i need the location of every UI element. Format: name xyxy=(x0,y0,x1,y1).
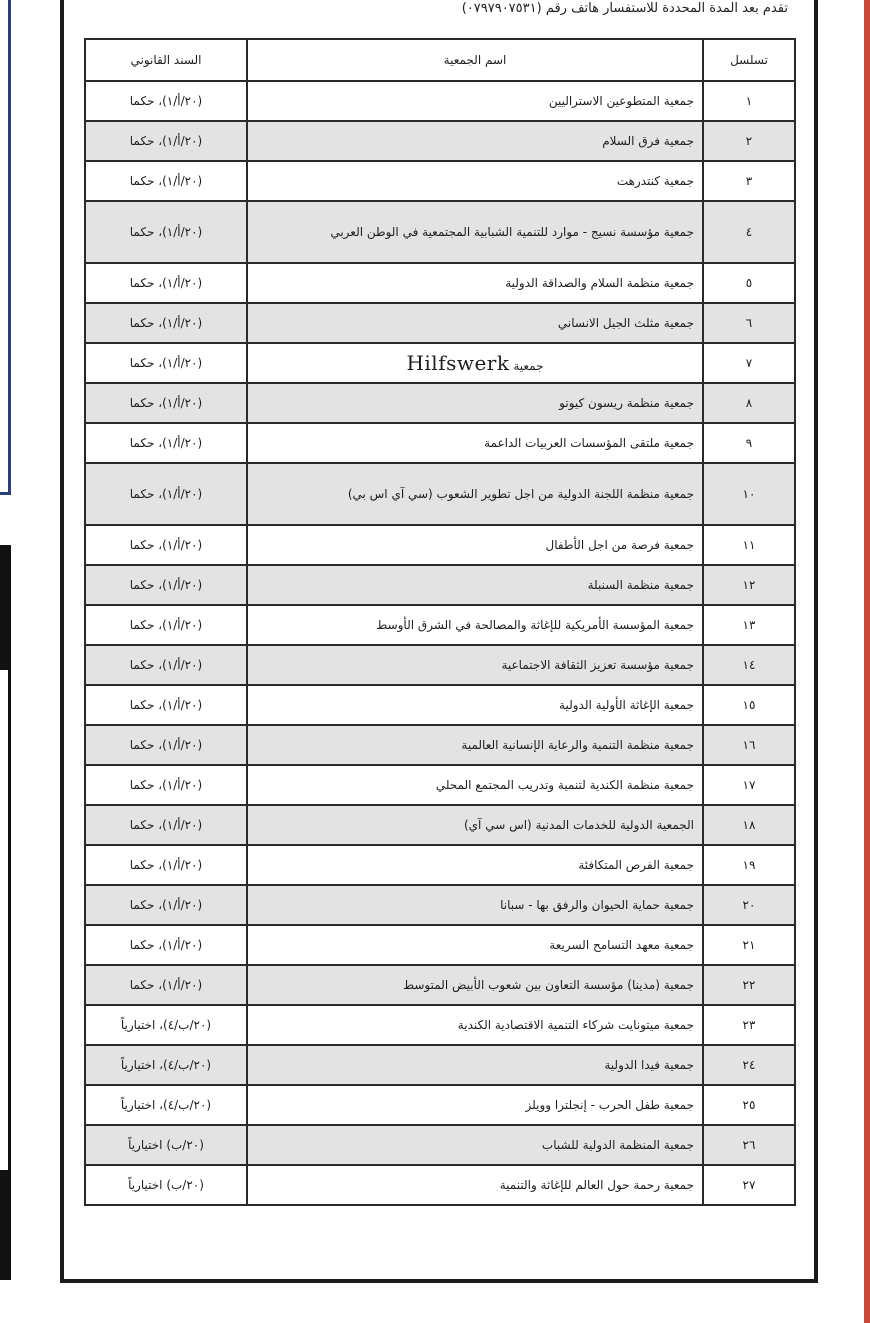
row-name: جمعية مؤسسة نسيج - موارد للتنمية الشبابية المجتمعية في الوطن العربي xyxy=(247,201,703,263)
row-name: الجمعية الدولية للخدمات المدنية (اس سي آي) xyxy=(247,805,703,845)
row-name-arabic: جمعية xyxy=(513,359,544,373)
table-row xyxy=(85,965,795,1005)
row-legal: (٢٠/ب/٤)، اختيارياً xyxy=(85,1005,247,1045)
row-legal: (٢٠/أ/١)، حكما xyxy=(85,383,247,423)
row-seq: ١٢ xyxy=(703,565,795,605)
row-legal: (٢٠/أ/١)، حكما xyxy=(85,845,247,885)
table-row xyxy=(85,423,795,463)
row-name-latin: Hilfswerk xyxy=(406,351,510,375)
row-legal: (٢٠/ب/٤)، اختيارياً xyxy=(85,1085,247,1125)
row-legal: (٢٠/أ/١)، حكما xyxy=(85,423,247,463)
row-legal: (٢٠/أ/١)، حكما xyxy=(85,965,247,1005)
table-row xyxy=(85,201,795,263)
table-row xyxy=(85,1125,795,1165)
row-name: جمعية فيدا الدولية xyxy=(247,1045,703,1085)
row-legal: (٢٠/أ/١)، حكما xyxy=(85,525,247,565)
header-legal: السند القانوني xyxy=(85,39,247,81)
row-legal: (٢٠/أ/١)، حكما xyxy=(85,725,247,765)
table-row xyxy=(85,605,795,645)
table-row xyxy=(85,765,795,805)
row-seq: ١٩ xyxy=(703,845,795,885)
row-seq: ٢٦ xyxy=(703,1125,795,1165)
row-seq: ٢١ xyxy=(703,925,795,965)
row-name: جمعية معهد التسامح السريعة xyxy=(247,925,703,965)
table-row xyxy=(85,885,795,925)
table-row xyxy=(85,383,795,423)
row-legal: (٢٠/أ/١)، حكما xyxy=(85,161,247,201)
row-seq: ٥ xyxy=(703,263,795,303)
row-legal: (٢٠/أ/١)، حكما xyxy=(85,645,247,685)
table-row xyxy=(85,725,795,765)
row-seq: ٧ xyxy=(703,343,795,383)
row-legal: (٢٠/أ/١)، حكما xyxy=(85,303,247,343)
row-name: جمعية الفرص المتكافئة xyxy=(247,845,703,885)
row-seq: ٢٠ xyxy=(703,885,795,925)
row-name: جمعية حماية الحيوان والرفق بها - سبانا xyxy=(247,885,703,925)
row-legal: (٢٠/أ/١)، حكما xyxy=(85,765,247,805)
row-legal: (٢٠/ب) اختيارياً xyxy=(85,1165,247,1205)
row-seq: ٢٧ xyxy=(703,1165,795,1205)
row-seq: ١٨ xyxy=(703,805,795,845)
row-seq: ٨ xyxy=(703,383,795,423)
row-name: جمعية (مدينا) مؤسسة التعاون بين شعوب الأبيض المتوسط xyxy=(247,965,703,1005)
table-row xyxy=(85,525,795,565)
table-row xyxy=(85,685,795,725)
row-name xyxy=(247,343,703,383)
row-seq: ١٠ xyxy=(703,463,795,525)
row-name: جمعية منظمة اللجنة الدولية من اجل تطوير الشعوب (سي آي اس بي) xyxy=(247,463,703,525)
row-name: جمعية ملتقى المؤسسات العربيات الداعمة xyxy=(247,423,703,463)
row-legal: (٢٠/أ/١)، حكما xyxy=(85,463,247,525)
left-white-gap xyxy=(0,670,8,1170)
table-row xyxy=(85,343,795,383)
inquiry-note: تقدم بعد المدة المحددة للاستفسار هاتف رقم (٠٧٩٧٩٠٧٥٣١) xyxy=(461,1,788,16)
left-blue-border-bottom xyxy=(0,486,11,495)
row-name: جمعية منظمة ريسون كيوتو xyxy=(247,383,703,423)
row-name: جمعية ميتونايت شركاء التنمية الاقتصادية الكندية xyxy=(247,1005,703,1045)
row-seq: ٢٥ xyxy=(703,1085,795,1125)
row-name: جمعية المنظمة الدولية للشباب xyxy=(247,1125,703,1165)
table-row xyxy=(85,263,795,303)
left-blue-border xyxy=(0,0,11,495)
table-row xyxy=(85,161,795,201)
table-row xyxy=(85,81,795,121)
row-name: جمعية منظمة الكندية لتنمية وتدريب المجتمع المحلي xyxy=(247,765,703,805)
row-seq: ١١ xyxy=(703,525,795,565)
row-name: جمعية منظمة السلام والصداقة الدولية xyxy=(247,263,703,303)
row-legal: (٢٠/أ/١)، حكما xyxy=(85,81,247,121)
row-seq: ٦ xyxy=(703,303,795,343)
row-name: جمعية مثلث الجيل الانساني xyxy=(247,303,703,343)
associations-table xyxy=(84,38,796,1206)
row-legal: (٢٠/أ/١)، حكما xyxy=(85,805,247,845)
row-legal: (٢٠/ب) اختيارياً xyxy=(85,1125,247,1165)
table-header-row xyxy=(85,39,795,81)
header-seq: تسلسل xyxy=(703,39,795,81)
row-legal: (٢٠/أ/١)، حكما xyxy=(85,263,247,303)
row-legal: (٢٠/أ/١)، حكما xyxy=(85,121,247,161)
row-seq: ٤ xyxy=(703,201,795,263)
row-legal: (٢٠/أ/١)، حكما xyxy=(85,343,247,383)
header-name: اسم الجمعية xyxy=(247,39,703,81)
row-seq: ١٦ xyxy=(703,725,795,765)
row-seq: ١٣ xyxy=(703,605,795,645)
row-seq: ٣ xyxy=(703,161,795,201)
row-legal: (٢٠/أ/١)، حكما xyxy=(85,885,247,925)
row-seq: ٢٢ xyxy=(703,965,795,1005)
row-legal: (٢٠/أ/١)، حكما xyxy=(85,605,247,645)
table-row xyxy=(85,1085,795,1125)
row-seq: ٩ xyxy=(703,423,795,463)
row-name: جمعية طفل الحرب - إنجلترا وويلز xyxy=(247,1085,703,1125)
row-seq: ٢٣ xyxy=(703,1005,795,1045)
table-row xyxy=(85,845,795,885)
row-name: جمعية فرق السلام xyxy=(247,121,703,161)
row-name: جمعية المتطوعين الاستراليين xyxy=(247,81,703,121)
table-row xyxy=(85,1005,795,1045)
row-name: جمعية منظمة السنبلة xyxy=(247,565,703,605)
row-seq: ١٥ xyxy=(703,685,795,725)
table-row xyxy=(85,805,795,845)
table-row xyxy=(85,463,795,525)
table-row xyxy=(85,925,795,965)
row-name: جمعية كنتدرهت xyxy=(247,161,703,201)
row-seq: ٢ xyxy=(703,121,795,161)
table-row xyxy=(85,303,795,343)
row-seq: ١ xyxy=(703,81,795,121)
row-name: جمعية الإغاثة الأولية الدولية xyxy=(247,685,703,725)
table-row xyxy=(85,645,795,685)
table-row xyxy=(85,565,795,605)
row-seq: ١٧ xyxy=(703,765,795,805)
row-legal: (٢٠/أ/١)، حكما xyxy=(85,201,247,263)
right-red-border xyxy=(864,0,870,1323)
row-name: جمعية المؤسسة الأمريكية للإغاثة والمصالحة في الشرق الأوسط xyxy=(247,605,703,645)
row-seq: ١٤ xyxy=(703,645,795,685)
row-name: جمعية رحمة حول العالم للإغاثة والتنمية xyxy=(247,1165,703,1205)
row-legal: (٢٠/أ/١)، حكما xyxy=(85,685,247,725)
row-legal: (٢٠/أ/١)، حكما xyxy=(85,565,247,605)
row-legal: (٢٠/أ/١)، حكما xyxy=(85,925,247,965)
table-row xyxy=(85,1165,795,1205)
row-name: جمعية مؤسسة تعزيز الثقافة الاجتماعية xyxy=(247,645,703,685)
notice-frame xyxy=(60,0,818,1283)
row-name: جمعية فرصة من اجل الأطفال xyxy=(247,525,703,565)
table-row xyxy=(85,121,795,161)
row-name: جمعية منظمة التنمية والرعاية الإنسانية العالمية xyxy=(247,725,703,765)
row-legal: (٢٠/ب/٤)، اختيارياً xyxy=(85,1045,247,1085)
table-row xyxy=(85,1045,795,1085)
row-seq: ٢٤ xyxy=(703,1045,795,1085)
table-body xyxy=(85,81,795,1205)
